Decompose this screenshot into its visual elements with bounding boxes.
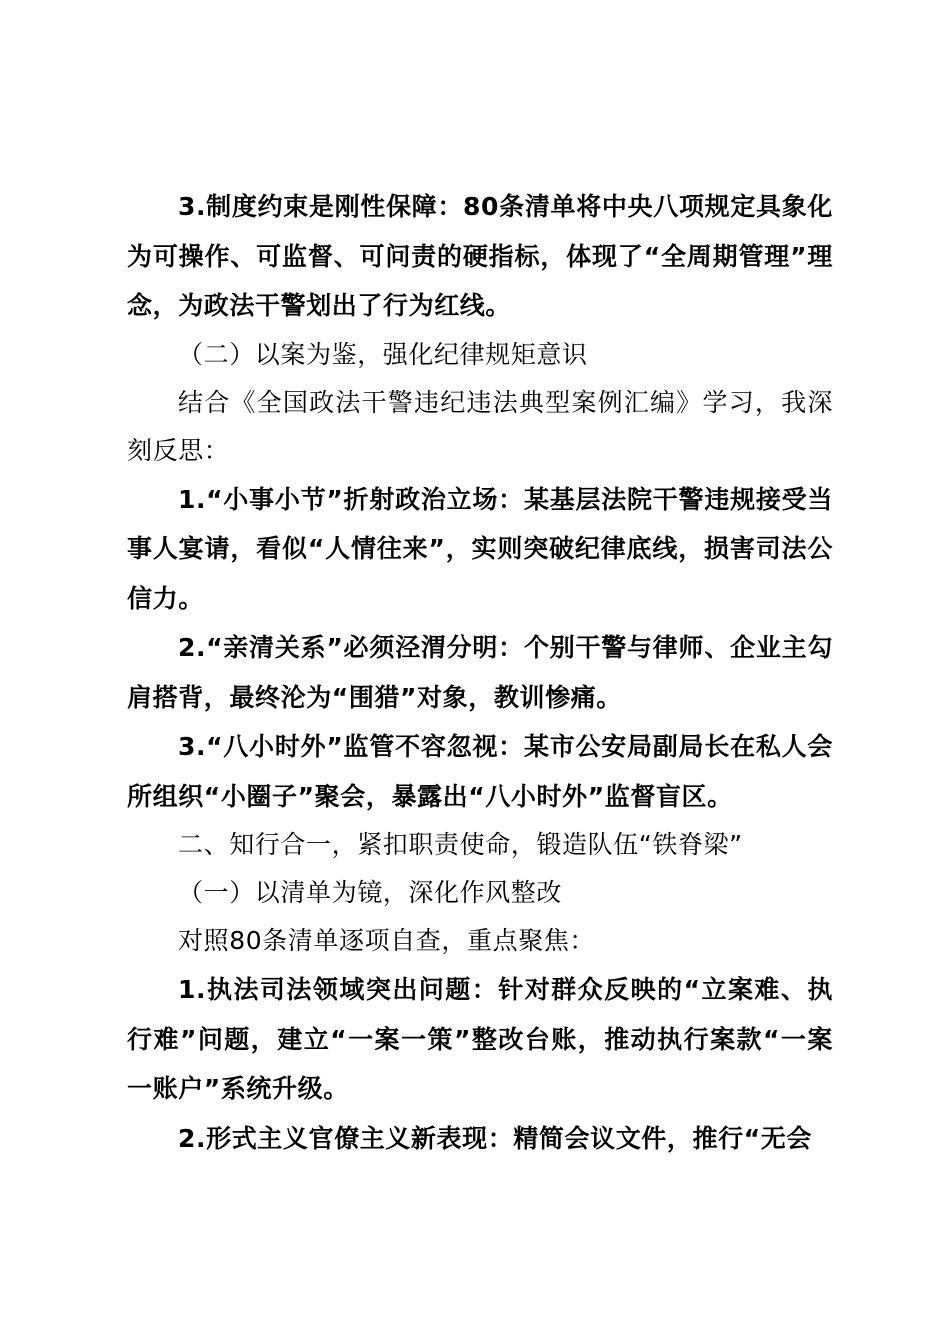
- paragraph-institutional-constraint: 3.制度约束是刚性保障：80条清单将中央八项规定具象化为可操作、可监督、可问责的硬指标，体现了“全周期管理”理念，为政法干警划出了行为红线。: [127, 192, 833, 320]
- paragraph-law-enforcement-issues: 1.执法司法领域突出问题：针对群众反映的“立案难、执行难”问题，建立“一案一策”整改台账，推动执行案款“一案一账户”系统升级。: [127, 975, 833, 1103]
- document-body: [127, 182, 833, 1163]
- paragraph-clean-relations: 2.“亲清关系”必须泾渭分明：个别干警与律师、企业主勾肩搭背，最终沦为“围猎”对象，教训惨痛。: [127, 633, 833, 712]
- section-heading-learn-from-cases: （二）以案为鉴，强化纪律规矩意识: [178, 339, 588, 369]
- section-heading-checklist-mirror: （一）以清单为镜，深化作风整改: [178, 878, 563, 907]
- paragraph-formalism-issues: 2.形式主义官僚主义新表现：精简会议文件，推行“无会: [178, 1123, 812, 1153]
- paragraph-after-hours: 3.“八小时外”监管不容忽视：某市公安局副局长在私人会所组织“小圈子”聚会，暴露出“八小时外”监督盲区。: [127, 732, 833, 811]
- paragraph-small-matters: 1.“小事小节”折射政治立场：某基层法院干警违规接受当事人宴请，看似“人情往来”，实则突破纪律底线，损害司法公信力。: [127, 484, 833, 613]
- paragraph-case-study-intro: 结合《全国政法干警违纪违法典型案例汇编》学习，我深刻反思：: [127, 387, 833, 465]
- section-heading-knowledge-action: 二、知行合一，紧扣职责使命，锻造队伍“铁脊梁”: [178, 830, 743, 859]
- paragraph-self-check-intro: 对照80条清单逐项自查，重点聚焦：: [178, 926, 596, 955]
